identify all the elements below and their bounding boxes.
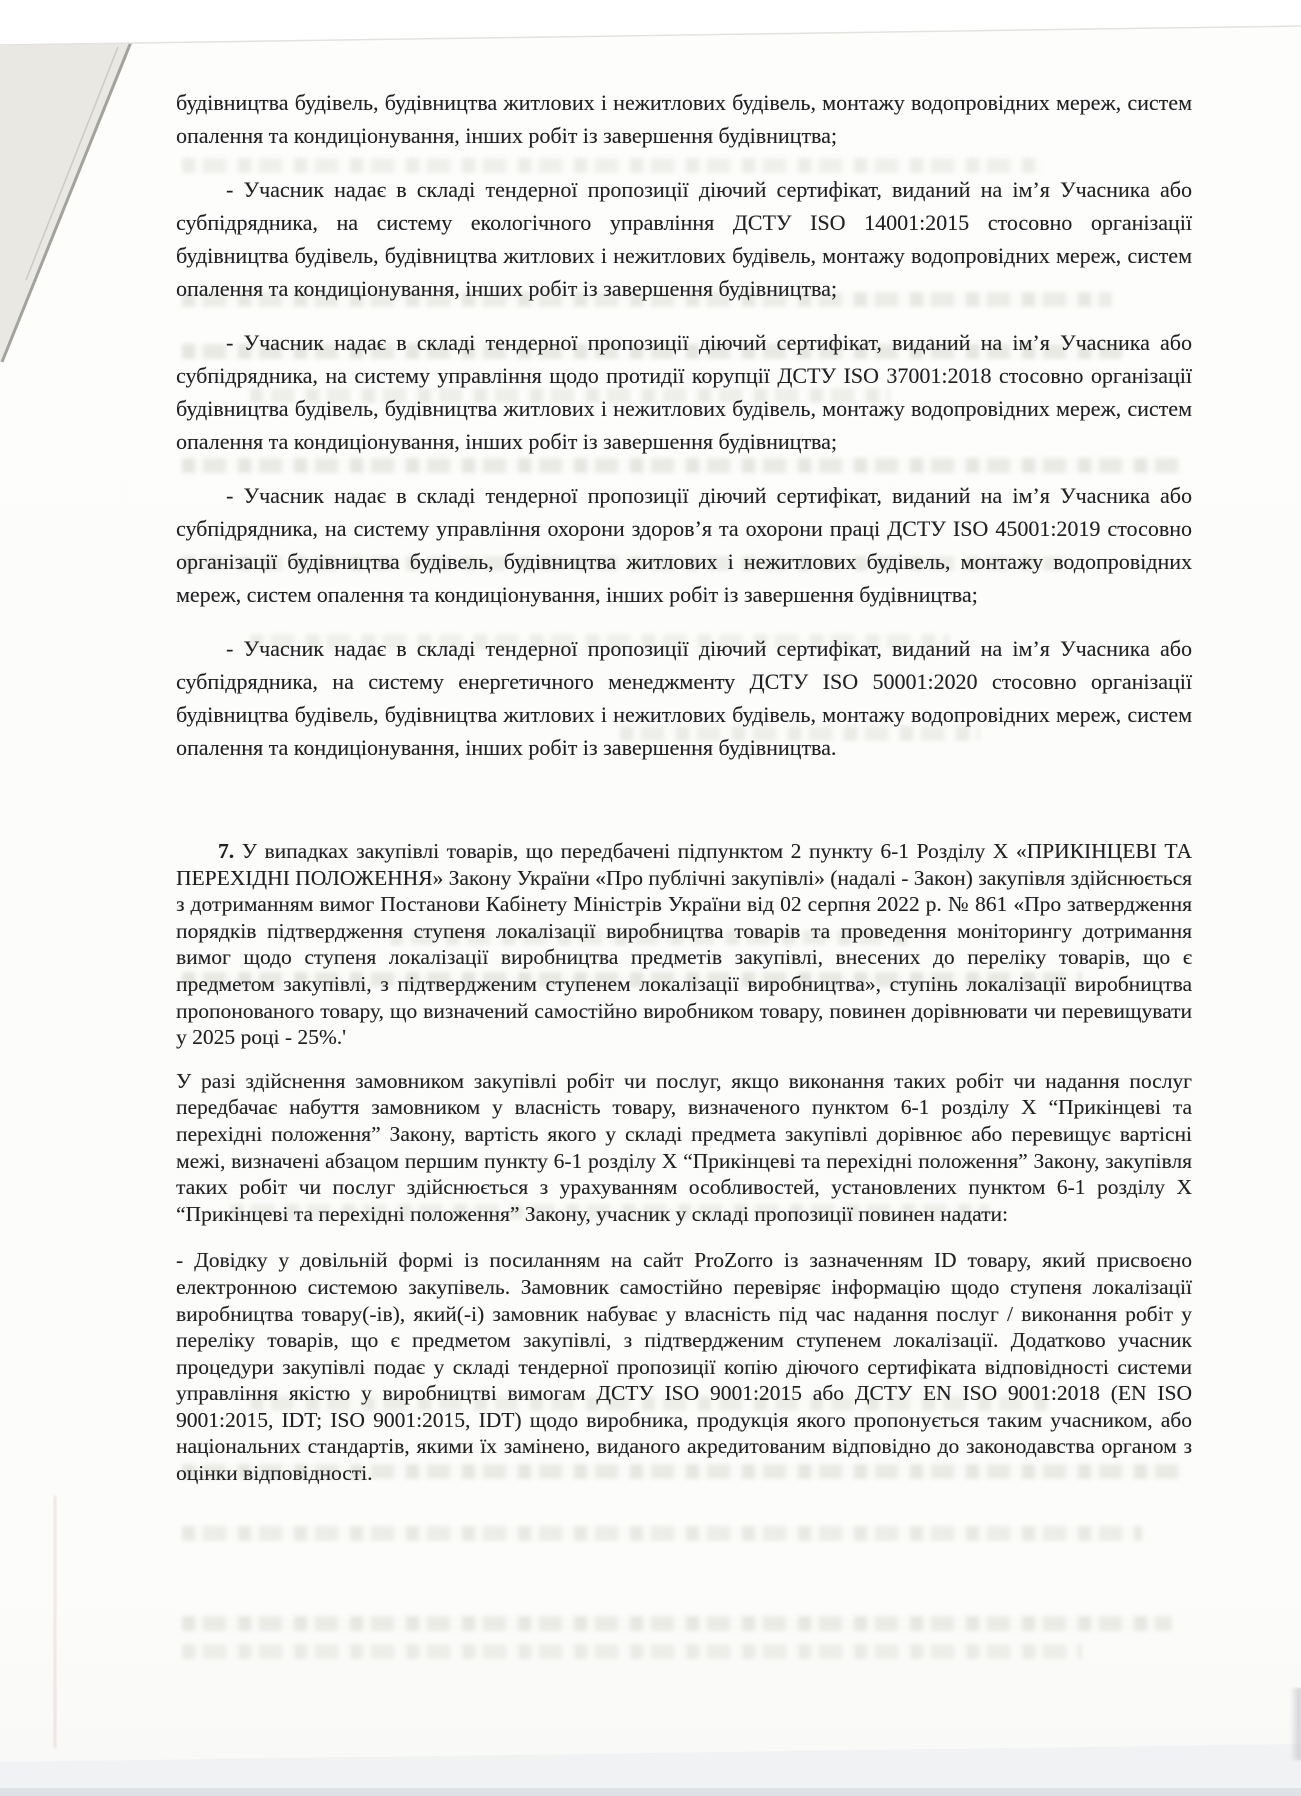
bullet-certificate-iso-37001: - Учасник надає в складі тендерної пропозиції діючий сертифікат, виданий на ім’я Учасника або субпідрядника, на систему управління щодо протидії корупції ДСТУ ISO 37001:2018 стосовно організації будівництва будівель, будівництва житлових і нежитлових будівель, монтажу водопровідних мереж, систем опалення та кондиціонування, інших робіт із завершення будівництва; [176,330,1192,454]
scan-top-edge-artifact [0,0,1301,60]
bleedthrough-artifact [182,1616,1172,1631]
paragraph-works-services: У разі здійснення замовником закупівлі робіт чи послуг, якщо виконання таких робіт чи надання послуг передбачає набуття замовником у власність товару, визначеного пунктом 6-1 розділу X “Прикінцеві та перехідні положення” Закону, вартість якого у складі предмета закупівлі дорівнює або перевищує вартісні межі, визначені абзацом першим пункту 6-1 розділу X “Прикінцеві та перехідні положення” Закону, закупівля таких робіт чи послуг здійснюється з урахуванням особливостей, установлених пунктом 6-1 розділу X “Прикінцеві та перехідні положення” Закону, учасник у складі пропозиції повинен надати: [176,1068,1192,1226]
bullet-certificate-iso-14001: - Учасник надає в складі тендерної пропозиції діючий сертифікат, виданий на ім’я Учасника або субпідрядника, на систему екологічного управління ДСТУ ISO 14001:2015 стосовно організації будівництва будівель, будівництва житлових і нежитлових будівель, монтажу водопровідних мереж, систем опалення та кондиціонування, інших робіт із завершення будівництва; [176,177,1192,301]
paragraph-section-7 [176,838,1192,1051]
bullet-certificate-iso-50001: - Учасник надає в складі тендерної пропозиції діючий сертифікат, виданий на ім’я Учасника або субпідрядника, на систему енергетичного менеджменту ДСТУ ISO 50001:2020 стосовно організації будівництва будівель, будівництва житлових і нежитлових будівель, монтажу водопровідних мереж, систем опалення та кондиціонування, інших робіт із завершення будівництва. [176,636,1192,760]
scan-right-edge-shadow [1290,1688,1301,1760]
paragraph-prozorro-reference: - Довідку у довільній формі із посиланням на сайт ProZorro із зазначенням ID товару, який присвоєно електронною системою закупівель. Замовник самостійно перевіряє інформацію щодо ступеня локалізації виробництва товару(-ів), який(-і) замовник набуває у власність під час надання послуг / виконання робіт у переліку товарів, що є предметом закупівлі, з підтвердженим ступенем локалізації. Додатково учасник процедури закупівлі подає у складі тендерної пропозиції копію діючого сертифіката відповідності системи управління якістю у виробництві вимогам ДСТУ ISO 9001:2015 або ДСТУ EN ISO 9001:2018 (EN ISO 9001:2015, IDT; ISO 9001:2015, IDT) щодо виробника, продукція якого пропонується таким учасником, або національних стандартів, якими їх замінено, виданого акредитованим відповідно до законодавства органом з оцінки відповідності. [176,1248,1192,1486]
section-7-number: 7. [218,839,235,863]
bleedthrough-artifact [182,1644,1082,1659]
section-7-text: У випадках закупівлі товарів, що передбачені підпунктом 2 пункту 6-1 Розділу X «ПРИКІНЦЕВІ ТА ПЕРЕХІДНІ ПОЛОЖЕННЯ» Закону України «Про публічні закупівлі» (надалі - Закон) закупівля здійснюється з дотриманням вимог Постанови Кабінету Міністрів України від 02 серпня 2022 р. № 861 «Про затвердження порядків підтвердження ступеня локалізації виробництва товарів та проведення моніторингу дотримання вимог щодо ступеня локалізації виробництва предметів закупівлі, внесених до переліку товарів, що є предметом закупівлі, з підтвердженим ступенем локалізації виробництва», ступінь локалізації виробництва пропонованого товару, що визначений самостійно виробником товару, повинен дорівнювати чи перевищувати у 2025 році - 25%.' [176,839,1192,1050]
document-body [176,86,1192,1487]
bullet-certificate-iso-45001: - Учасник надає в складі тендерної пропозиції діючий сертифікат, виданий на ім’я Учасника або субпідрядника, на систему управління охорони здоров’я та охорони праці ДСТУ ISO 45001:2019 стосовно організації будівництва будівель, будівництва житлових і нежитлових будівель, монтажу водопровідних мереж, систем опалення та кондиціонування, інших робіт із завершення будівництва; [176,483,1192,607]
paragraph-intro-continuation: будівництва будівель, будівництва житлових і нежитлових будівель, монтажу водопровідних мереж, систем опалення та кондиціонування, інших робіт із завершення будівництва; [176,90,1192,148]
bleedthrough-artifact [182,1526,1142,1541]
paper-crease-artifact [54,1496,56,1748]
scan-bottom-edge-artifact [0,1736,1301,1796]
